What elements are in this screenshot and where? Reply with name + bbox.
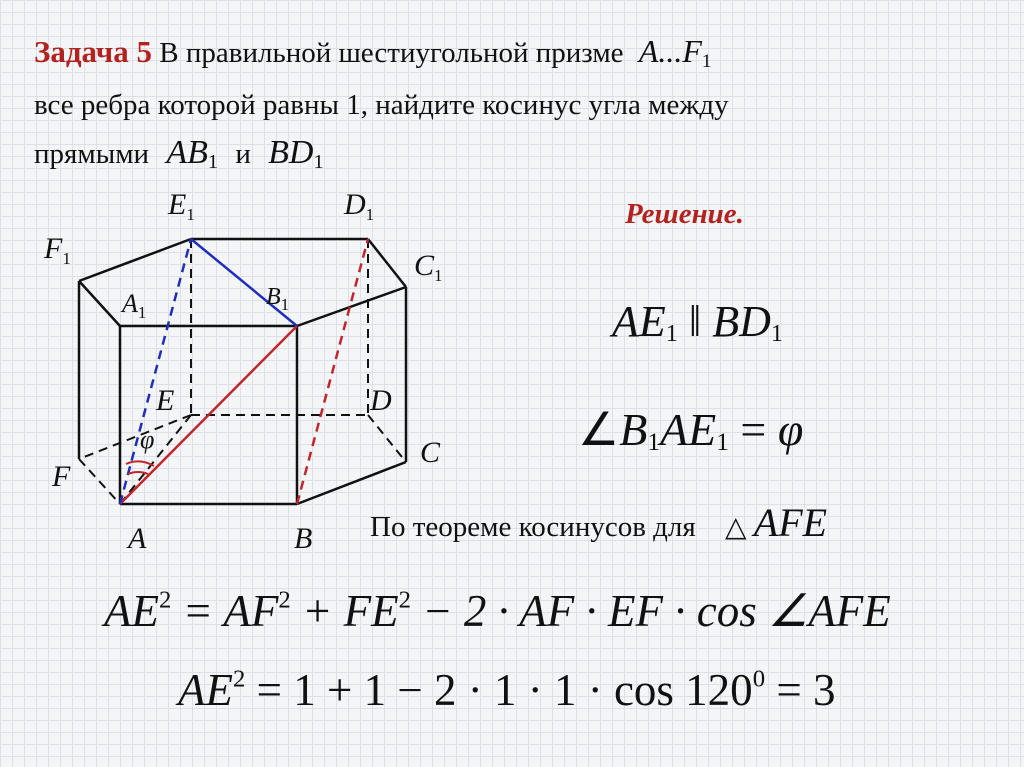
edge-c1b1 xyxy=(297,287,406,326)
line-ab1: $AB_1$ xyxy=(166,134,219,174)
label-phi: φ xyxy=(140,425,155,454)
label-b1: $B_1$ xyxy=(266,284,290,314)
problem-line-2: все ребра которой равны 1, найдите косинус угла между xyxy=(34,89,729,121)
problem-and: и xyxy=(235,138,251,170)
theorem-text: По теореме косинусов для xyxy=(370,511,696,543)
formula-calc: $AE^2 = 1 + 1 - 2 \cdot 1 \cdot 1 \cdot \cos 120^0 = 3$ xyxy=(178,665,836,715)
edge-f1e1 xyxy=(79,239,191,281)
edge-d1c1 xyxy=(368,239,406,287)
label-f1: $F_1$ xyxy=(44,232,71,268)
edge-dc xyxy=(368,415,406,462)
problem-text-3: прямыми xyxy=(34,138,150,170)
formula-angle: $\angle B_1AE_1 = \varphi$ xyxy=(578,404,804,457)
solution-label: Решение. xyxy=(625,198,744,230)
formula-cosine-law: $AE^2 = AF^2 + FE^2 - 2$ · AF · EF · cos ∠AFE xyxy=(104,586,891,636)
problem-title: Задача 5 xyxy=(34,34,153,69)
label-d: D xyxy=(370,384,392,417)
prism-name: $A...F_1$ xyxy=(638,33,712,72)
problem-text-1: В правильной шестиугольной призме xyxy=(159,37,624,69)
label-e: E xyxy=(156,384,175,417)
triangle-name: AFE xyxy=(753,500,828,545)
segment-ae1 xyxy=(120,239,191,504)
label-c1: $C_1$ xyxy=(414,249,443,285)
theorem-line xyxy=(370,500,828,545)
label-f: F xyxy=(52,460,71,493)
formula-parallel: $AE_1$ ‖ $BD_1$ xyxy=(612,297,783,347)
segment-bd1 xyxy=(297,239,368,504)
edge-a1f1 xyxy=(79,281,120,326)
triangle-icon: △ xyxy=(724,512,747,543)
edge-bc xyxy=(297,462,406,504)
label-c: C xyxy=(420,436,441,469)
edge-fa xyxy=(79,459,120,504)
label-e1: $E_1$ xyxy=(168,188,195,224)
label-b: B xyxy=(294,522,313,555)
line-bd1: $BD_1$ xyxy=(268,134,324,174)
label-d1: $D_1$ xyxy=(344,188,375,224)
label-a1: $A_1$ xyxy=(122,289,147,322)
label-a: A xyxy=(128,522,147,555)
angle-arc xyxy=(128,472,148,474)
